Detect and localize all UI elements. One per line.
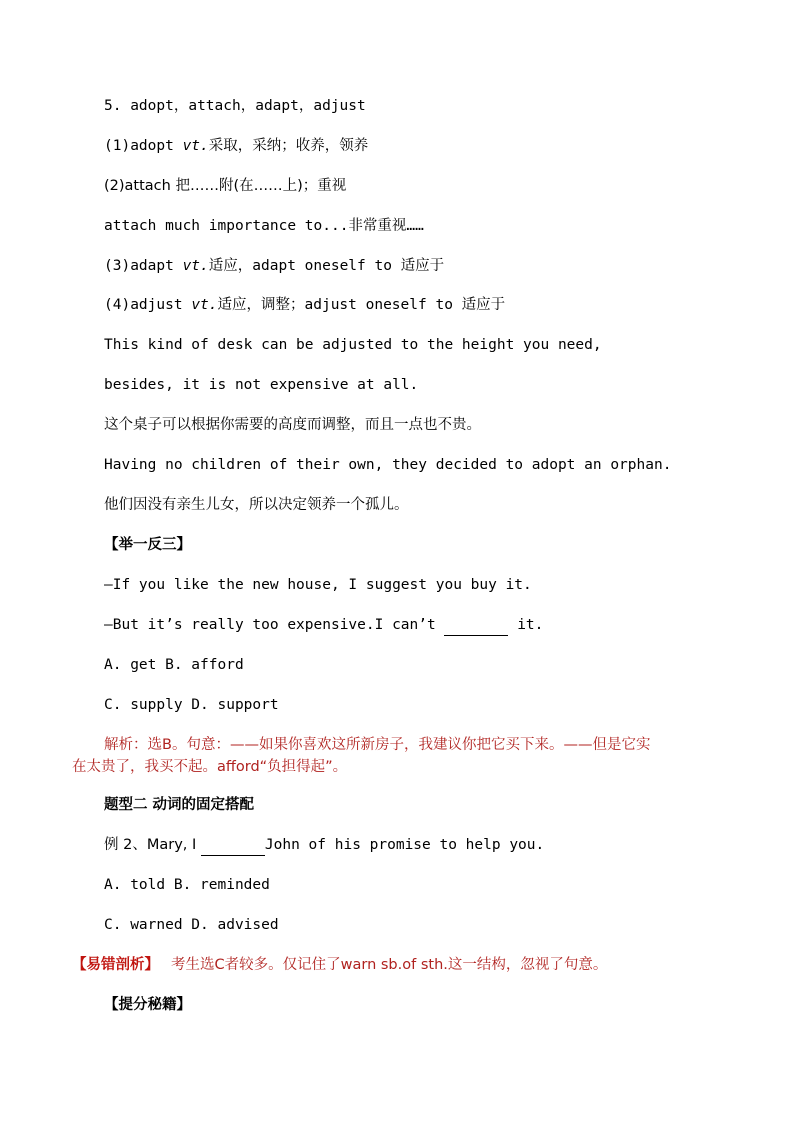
analysis-line-1: 解析：选B。句意：——如果你喜欢这所新房子，我建议你把它买下来。——但是它实 — [104, 737, 651, 753]
type2-example-before: 例 2、Mary, I — [104, 837, 201, 853]
adapt-number: (3)adapt — [104, 258, 183, 274]
practice-dialog-2-after: it. — [508, 617, 544, 633]
practice-dialog-2-before: —But it’s really too expensive.I can’t — [104, 617, 445, 633]
answer-blank — [444, 615, 508, 636]
tips-title: 【提分秘籍】 — [104, 997, 191, 1013]
adjust-number: (4)adjust — [104, 297, 192, 313]
adapt-pos: vt. — [182, 258, 209, 274]
adjust-meaning: 适应，调整；adjust oneself to 适应于 — [217, 297, 506, 313]
adopt-number: (1)adopt — [104, 138, 183, 154]
adopt-definition — [104, 136, 368, 156]
example1-english-a: This kind of desk can be adjusted to the height you need, — [104, 337, 602, 353]
adopt-pos: vt. — [182, 138, 209, 154]
adapt-meaning: 适应，adapt oneself to 适应于 — [208, 258, 445, 274]
adapt-definition — [104, 256, 444, 276]
example2-english: Having no children of their own, they decided to adopt an orphan. — [104, 457, 672, 473]
practice-dialog-2 — [104, 615, 543, 636]
adjust-definition — [104, 295, 505, 315]
vocab-heading: 5. adopt，attach，adapt，adjust — [104, 98, 366, 114]
type2-options-cd: C. warned D. advised — [104, 917, 279, 933]
error-analysis-text: 考生选C者较多。仅记住了warn sb.of sth.这一结构，忽视了句意。 — [171, 957, 608, 973]
error-analysis — [72, 955, 607, 975]
example1-chinese: 这个桌子可以根据你需要的高度而调整，而且一点也不贵。 — [104, 417, 481, 433]
practice-options-ab: A. get B. afford — [104, 657, 244, 673]
practice-dialog-1: —If you like the new house, I suggest you buy it. — [104, 577, 532, 593]
analysis-line-2: 在太贵了，我买不起。afford“负担得起”。 — [72, 759, 348, 775]
practice-title: 【举一反三】 — [104, 537, 191, 553]
example2-chinese: 他们因没有亲生儿女，所以决定领养一个孤儿。 — [104, 497, 409, 513]
adjust-pos: vt. — [191, 297, 218, 313]
adopt-meaning: 采取，采纳；收养，领养 — [208, 138, 369, 154]
example-blank — [201, 835, 265, 856]
practice-options-cd: C. supply D. support — [104, 697, 279, 713]
attach-definition: (2)attach 把……附(在……上)；重视 — [104, 178, 347, 194]
attach-phrase: attach much importance to...非常重视…… — [104, 218, 424, 234]
type2-title: 题型二 动词的固定搭配 — [104, 797, 255, 813]
type2-example — [104, 835, 544, 856]
error-analysis-tag: 【易错剖析】 — [72, 957, 159, 973]
type2-options-ab: A. told B. reminded — [104, 877, 270, 893]
example1-english-b: besides, it is not expensive at all. — [104, 377, 419, 393]
type2-example-after: John of his promise to help you. — [264, 837, 545, 853]
